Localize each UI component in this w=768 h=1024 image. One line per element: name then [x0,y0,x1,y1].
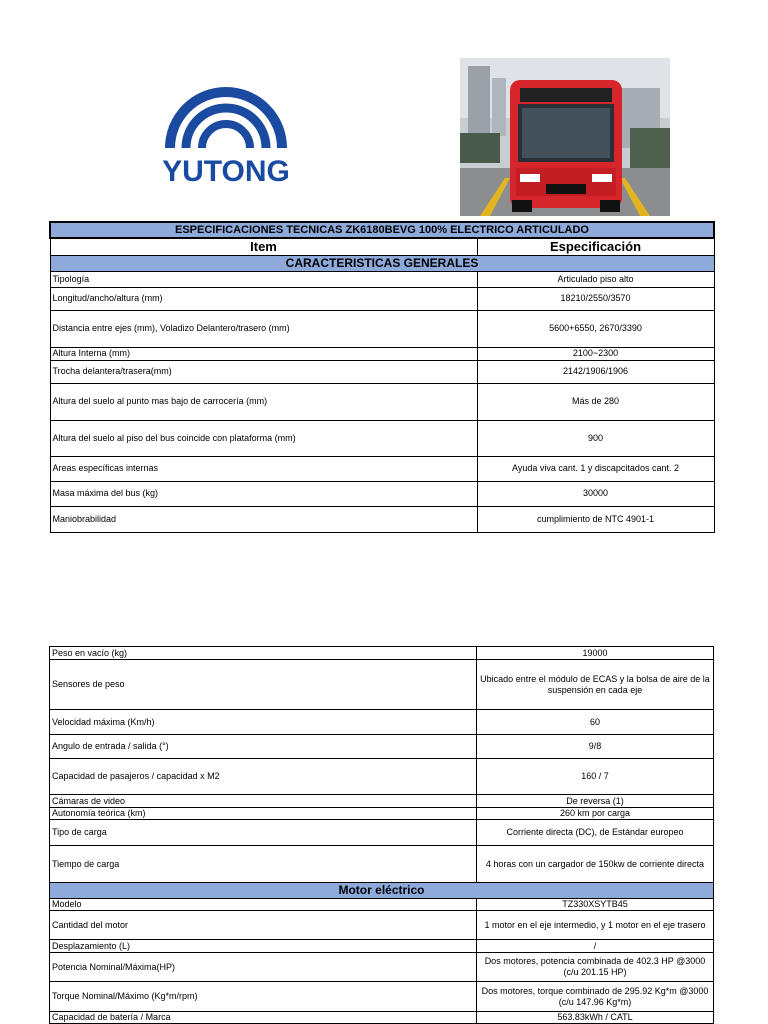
row-value: 2100~2300 [477,347,714,360]
table-row [50,347,714,360]
table-row [50,982,714,1012]
row-label: Cámaras de video [50,795,477,808]
row-value: Dos motores, torque combinado de 295.92 Kg*m @3000 (c/u 147.96 Kg*m) [477,982,714,1012]
row-value: 160 / 7 [477,759,714,795]
logo-text: YUTONG [162,155,290,186]
row-value: 19000 [477,647,714,660]
table-row [50,310,714,347]
row-label: Altura Interna (mm) [50,347,477,360]
row-value: 5600+6550, 2670/3390 [477,310,714,347]
row-label: Desplazamiento (L) [50,940,477,953]
spec-table-performance [49,646,714,1024]
table-row [50,287,714,310]
table-row [50,1012,714,1024]
row-value: / [477,940,714,953]
row-label: Tipología [50,271,477,287]
row-label: Longitud/ancho/altura (mm) [50,287,477,310]
row-label: Modelo [50,899,477,911]
table-row [50,481,714,506]
row-label: Trocha delantera/trasera(mm) [50,360,477,383]
table-row [50,420,714,456]
row-label: Cantidad del motor [50,911,477,940]
column-header-spec: Especificación [477,238,714,255]
row-value: 30000 [477,481,714,506]
table-row [50,383,714,420]
row-value: Corriente directa (DC), de Estándar europeo [477,820,714,846]
table-row [50,360,714,383]
row-value: Ayuda viva cant. 1 y discapcitados cant. 2 [477,456,714,481]
table-row [50,808,714,820]
row-value: De reversa (1) [477,795,714,808]
row-label: Potencia Nominal/Máxima(HP) [50,953,477,982]
row-value: 9/8 [477,735,714,759]
bus-photo [460,58,670,216]
table-row [50,940,714,953]
section-header-motor: Motor eléctrico [50,883,714,899]
row-label: Altura del suelo al piso del bus coincide con plataforma (mm) [50,420,477,456]
row-label: Masa máxima del bus (kg) [50,481,477,506]
row-label: Distancia entre ejes (mm), Voladizo Delantero/trasero (mm) [50,310,477,347]
table-row [50,820,714,846]
table-row [50,647,714,660]
table-row [50,710,714,735]
yutong-logo [136,86,316,186]
row-label: Maniobrabilidad [50,506,477,532]
row-value: TZ330XSYTB45 [477,899,714,911]
table-row [50,846,714,883]
row-label: Velocidad máxima (Km/h) [50,710,477,735]
row-label: Torque Nominal/Máximo (Kg*m/rpm) [50,982,477,1012]
row-label: Sensores de peso [50,660,477,710]
row-value: 2142/1906/1906 [477,360,714,383]
row-label: Tipo de carga [50,820,477,846]
row-value: 60 [477,710,714,735]
table-row [50,456,714,481]
row-label: Altura del suelo al punto mas bajo de carrocería (mm) [50,383,477,420]
table-row [50,506,714,532]
table-row [50,759,714,795]
row-value: cumplimiento de NTC 4901-1 [477,506,714,532]
table-row [50,271,714,287]
row-value: Articulado piso alto [477,271,714,287]
row-label: Tiempo de carga [50,846,477,883]
row-value: 563.83kWh / CATL [477,1012,714,1024]
table-row [50,953,714,982]
row-value: Más de 280 [477,383,714,420]
row-value: 260 km por carga [477,808,714,820]
row-value: 1 motor en el eje intermedio, y 1 motor en el eje trasero [477,911,714,940]
table-row [50,795,714,808]
row-value: 4 horas con un cargador de 150kw de corriente directa [477,846,714,883]
row-label: Capacidad de pasajeros / capacidad x M2 [50,759,477,795]
row-value: Dos motores, potencia combinada de 402.3 HP @3000 (c/u 201.15 HP) [477,953,714,982]
table-row [50,911,714,940]
row-label: Capacidad de batería / Marca [50,1012,477,1024]
section-header-general: CARACTERISTICAS GENERALES [50,255,714,271]
table-row [50,899,714,911]
row-label: Autonomía teórica (km) [50,808,477,820]
table-row [50,660,714,710]
spec-table-general [49,221,715,533]
table-title: ESPECIFICACIONES TECNICAS ZK6180BEVG 100% ELECTRICO ARTICULADO [50,222,714,238]
row-label: Angulo de entrada / salida (°) [50,735,477,759]
row-value: 18210/2550/3570 [477,287,714,310]
row-value: 900 [477,420,714,456]
column-header-item: Item [50,238,477,255]
row-label: Peso en vacío (kg) [50,647,477,660]
row-label: Areas específicas internas [50,456,477,481]
row-value: Ubicado entre el módulo de ECAS y la bolsa de aire de la suspensión en cada eje [477,660,714,710]
table-row [50,735,714,759]
